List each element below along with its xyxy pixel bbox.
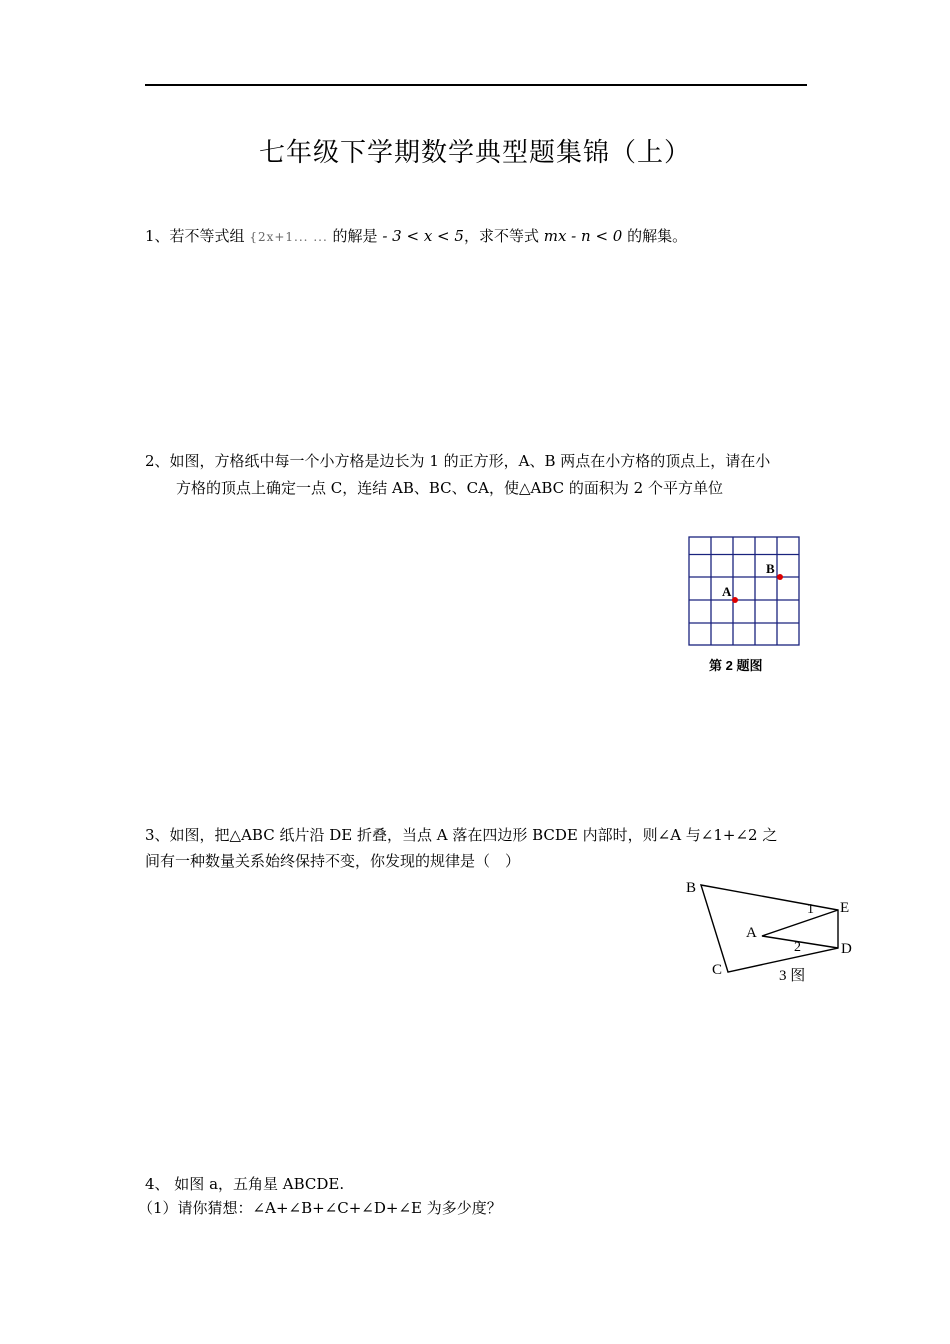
point-b xyxy=(777,574,783,580)
question-3-line-1: 3、如图，把△ABC 纸片沿 DE 折叠，当点 A 落在四边形 BCDE 内部时，则∠A 与∠1+∠2 之 xyxy=(145,826,778,844)
q1-target-inequality: mx - n < 0 xyxy=(543,227,623,245)
point-a xyxy=(732,597,738,603)
label-c: C xyxy=(712,962,723,978)
question-4-line-2: （1）请你猜想：∠A+∠B+∠C+∠D+∠E 为多少度？ xyxy=(138,1199,502,1217)
grid-lines xyxy=(689,537,799,645)
quadrilateral-bcde xyxy=(701,885,838,972)
grid-figure-caption: 第 2 题图 xyxy=(709,658,763,673)
fold-figure xyxy=(680,872,860,992)
question-3-line-2: 间有一种数量关系始终保持不变，你发现的规律是（ ） xyxy=(145,852,521,870)
fold-figure-caption: 3 图 xyxy=(779,968,806,984)
label-angle-2: 2 xyxy=(794,940,801,955)
q1-range: - 3 < x < 5 xyxy=(382,227,464,245)
q1-comma: ，求不等式 xyxy=(463,227,539,245)
label-e: E xyxy=(840,900,850,916)
label-a: A xyxy=(746,925,757,941)
label-angle-1: 1 xyxy=(807,902,814,917)
top-rule xyxy=(145,84,807,86)
question-2-line-1: 2、如图，方格纸中每一个小方格是边长为 1 的正方形，A、B 两点在小方格的顶点上，请在小 xyxy=(145,452,771,470)
q1-prefix: 1、若不等式组 xyxy=(145,227,245,245)
question-1 xyxy=(145,226,687,247)
question-4-line-1: 4、 如图 a，五角星 ABCDE. xyxy=(145,1175,345,1193)
q1-inequality-system: {2x+1... ... xyxy=(249,230,328,244)
label-b: B xyxy=(766,561,775,576)
q1-suffix: 的解集。 xyxy=(627,227,688,245)
label-b: B xyxy=(686,880,697,896)
label-a: A xyxy=(722,584,732,599)
question-2-line-2: 方格的顶点上确定一点 C，连结 AB、BC、CA，使△ABC 的面积为 2 个平方单位 xyxy=(176,479,723,497)
page-title: 七年级下学期数学典型题集锦（上） xyxy=(258,138,691,168)
q1-mid: 的解是 xyxy=(332,227,378,245)
label-d: D xyxy=(841,941,852,957)
